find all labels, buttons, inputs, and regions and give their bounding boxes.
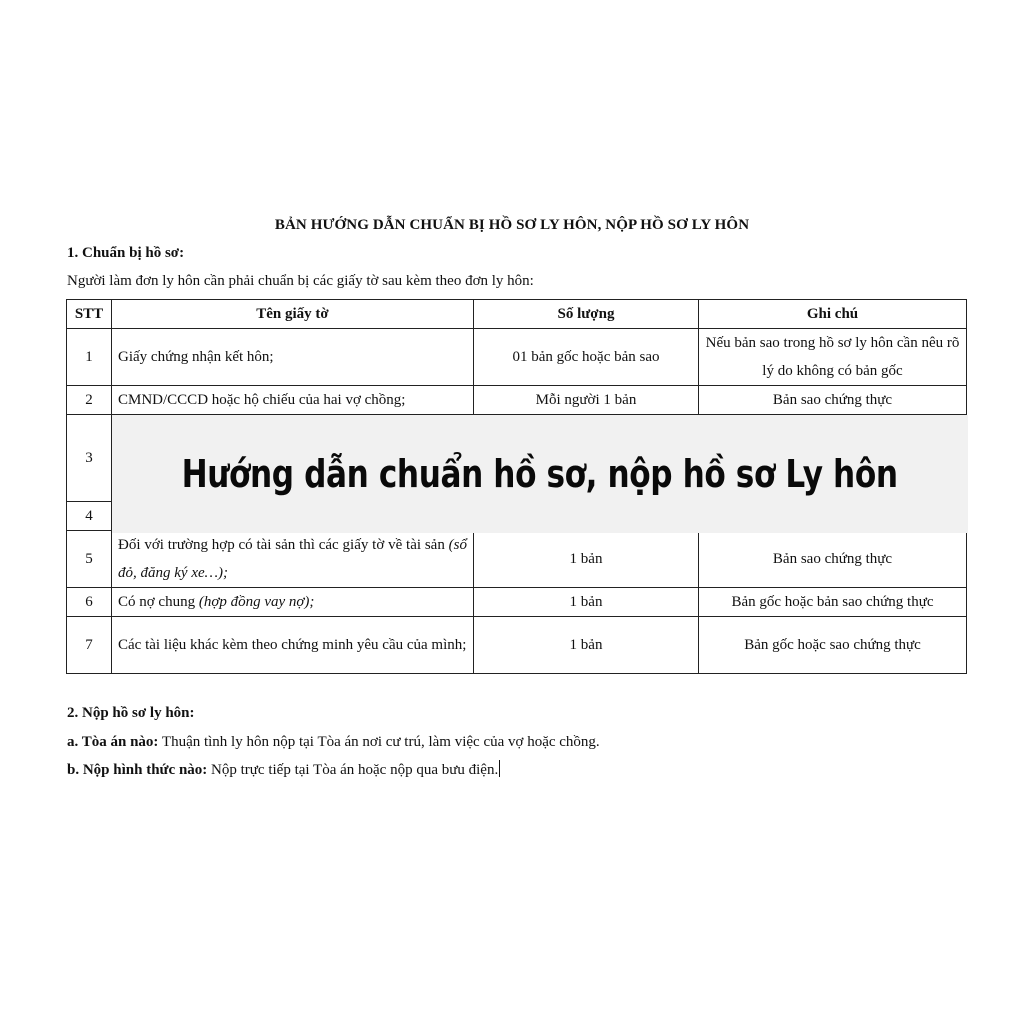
row-name-italic: (sổ đỏ, đăng ký xe…);: [118, 537, 467, 581]
item-a-label: a. Tòa án nào:: [67, 734, 159, 750]
table-header-row: [67, 300, 967, 329]
table-row: [67, 617, 967, 674]
row-stt: 4: [67, 502, 112, 531]
row-stt: 6: [67, 588, 112, 617]
header-stt: STT: [67, 300, 112, 329]
row-note: Bản gốc hoặc bản sao chứng thực: [699, 588, 967, 617]
row-stt: 1: [67, 329, 112, 386]
row-stt: 3: [67, 415, 112, 502]
row-note: Bản sao chứng thực: [699, 531, 967, 588]
item-a-text: Thuận tình ly hôn nộp tại Tòa án nơi cư trú, làm việc của vợ hoặc chồng.: [158, 734, 600, 750]
header-note: Ghi chú: [699, 300, 967, 329]
row-stt: 2: [67, 386, 112, 415]
row-name-text: Có nợ chung: [118, 594, 196, 610]
row-qty: 01 bản gốc hoặc bản sao: [474, 329, 699, 386]
row-name: Các tài liệu khác kèm theo chứng minh yêu cầu của mình;: [112, 617, 474, 674]
table-row: [67, 531, 967, 588]
item-b-label: b. Nộp hình thức nào:: [67, 762, 208, 778]
section1-intro: Người làm đơn ly hôn cần phải chuẩn bị các giấy tờ sau kèm theo đơn ly hôn:: [67, 273, 534, 289]
banner-text: Hướng dẫn chuẩn hồ sơ, nộp hồ sơ Ly hôn: [181, 452, 899, 496]
table-row: [67, 329, 967, 386]
row-note: Bản gốc hoặc sao chứng thực: [699, 617, 967, 674]
document-title: BẢN HƯỚNG DẪN CHUẨN BỊ HỒ SƠ LY HÔN, NỘP HỒ SƠ LY HÔN: [274, 217, 750, 233]
row-qty: 1 bản: [474, 617, 699, 674]
row-qty: 1 bản: [474, 531, 699, 588]
section1-heading: 1. Chuẩn bị hồ sơ:: [67, 245, 185, 261]
row-qty: 1 bản: [474, 588, 699, 617]
row-stt: 5: [67, 531, 112, 588]
row-name: [112, 588, 474, 617]
row-name: Giấy chứng nhận kết hôn;: [112, 329, 474, 386]
title-banner-overlay: [112, 415, 968, 533]
table-row: [67, 386, 967, 415]
header-name: Tên giấy tờ: [112, 300, 474, 329]
text-cursor: [499, 760, 500, 777]
table-row: [67, 588, 967, 617]
row-stt: 7: [67, 617, 112, 674]
row-note: Bản sao chứng thực: [699, 386, 967, 415]
row-name: CMND/CCCD hoặc hộ chiếu của hai vợ chồng;: [112, 386, 474, 415]
row-qty: Mỗi người 1 bản: [474, 386, 699, 415]
item-b-text: Nộp trực tiếp tại Tòa án hoặc nộp qua bưu điện.: [207, 762, 499, 778]
header-qty: Số lượng: [474, 300, 699, 329]
row-name-text: Đối với trường hợp có tài sản thì các giấy tờ về tài sản: [118, 537, 445, 553]
row-name-italic: (hợp đồng vay nợ);: [198, 594, 315, 610]
section2-item-a: [67, 731, 600, 753]
row-note: Nếu bản sao trong hồ sơ ly hôn cần nêu rõ lý do không có bản gốc: [699, 329, 967, 386]
section2-heading: 2. Nộp hồ sơ ly hôn:: [67, 705, 195, 721]
section2-item-b: [67, 759, 500, 781]
row-name: [112, 531, 474, 588]
